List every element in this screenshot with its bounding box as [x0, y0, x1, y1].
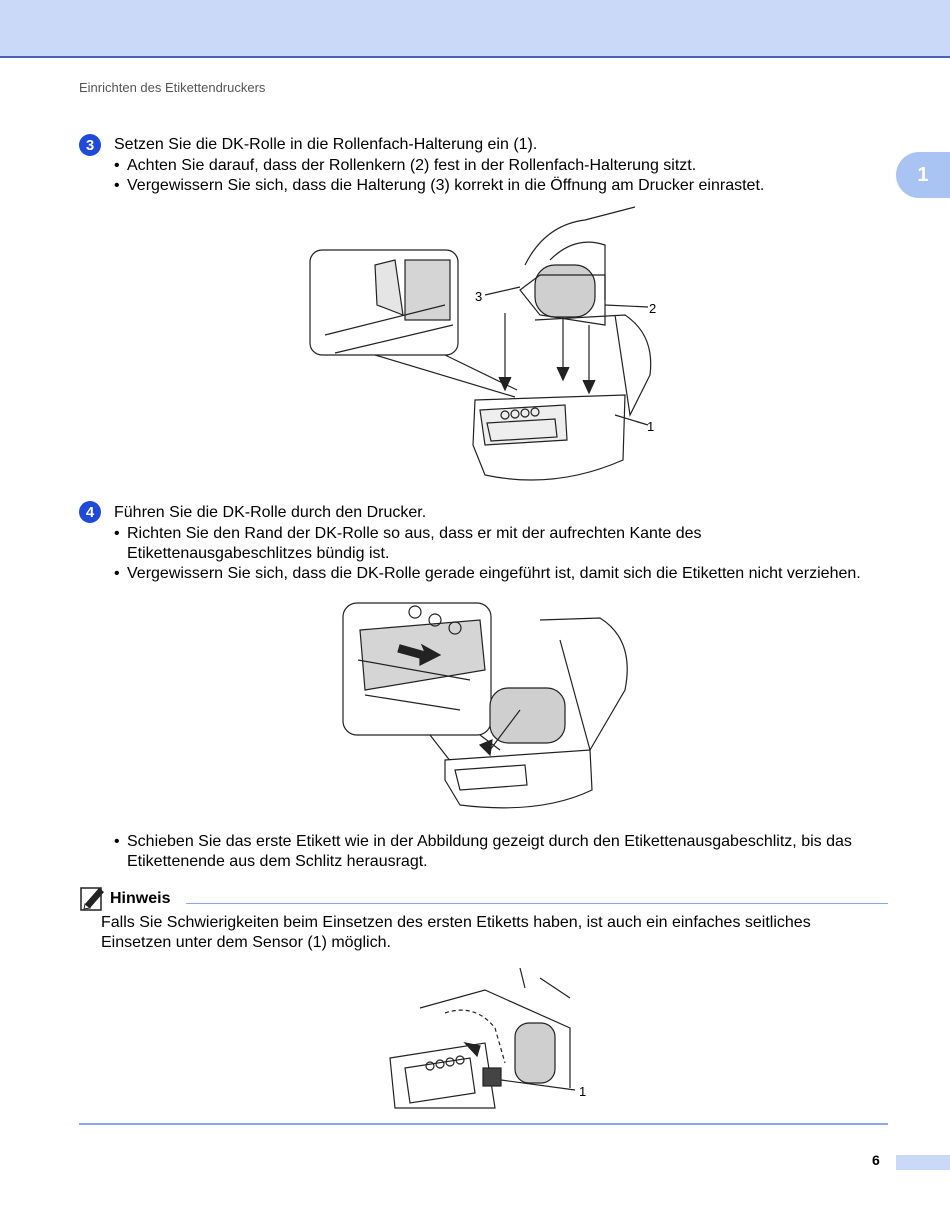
- bullet-text: Schieben Sie das erste Etikett wie in der Abbildung gezeigt durch den Etikettenausgabeschlitz, bis das Etikettenende aus dem Schlitz herausragt.: [127, 833, 852, 870]
- note-pencil-icon: [79, 884, 107, 912]
- page-number: 6: [872, 1152, 880, 1168]
- bullet-marker: •: [114, 565, 120, 582]
- footer-rule: [79, 1123, 888, 1125]
- step-heading: Setzen Sie die DK-Rolle in die Rollenfach-Halterung ein (1).: [114, 136, 538, 153]
- callout-label: 3: [475, 289, 483, 304]
- step-number-badge: 4: [79, 501, 101, 523]
- chapter-tab: 1: [896, 152, 950, 198]
- bullet-marker: •: [114, 177, 120, 194]
- note-text: Falls Sie Schwierigkeiten beim Einsetzen des ersten Etiketts haben, ist auch ein einfaches seitliches Einsetzen unter dem Sensor (1) möglich.: [101, 914, 811, 951]
- roll-insertion-illustration: [305, 205, 665, 490]
- page-tab: [896, 1155, 950, 1170]
- sensor-insertion-illustration: [385, 968, 600, 1113]
- callout-label: 1: [647, 419, 655, 434]
- callout-label: 1: [579, 1084, 587, 1099]
- running-header: Einrichten des Etikettendruckers: [79, 80, 266, 95]
- bullet-marker: •: [114, 157, 120, 174]
- bullet-marker: •: [114, 833, 120, 850]
- callout-label: 2: [649, 301, 657, 316]
- bullet-text: Vergewissern Sie sich, dass die Halterung (3) korrekt in die Öffnung am Drucker einrastet.: [127, 177, 765, 194]
- bullet-text: Achten Sie darauf, dass der Rollenkern (2) fest in der Rollenfach-Halterung sitzt.: [127, 157, 697, 174]
- note-title: Hinweis: [110, 890, 171, 907]
- label-feed-illustration: [340, 600, 630, 815]
- step-number-badge: 3: [79, 134, 101, 156]
- bullet-text: Vergewissern Sie sich, dass die DK-Rolle gerade eingeführt ist, damit sich die Etiketten nicht verziehen.: [127, 565, 861, 582]
- step-heading: Führen Sie die DK-Rolle durch den Drucker.: [114, 504, 427, 521]
- top-header-band: [0, 0, 950, 58]
- bullet-text: Richten Sie den Rand der DK-Rolle so aus, dass er mit der aufrechten Kante des Etikettenausgabeschlitzes bündig ist.: [127, 525, 702, 562]
- bullet-marker: •: [114, 525, 120, 542]
- note-divider: [186, 903, 888, 904]
